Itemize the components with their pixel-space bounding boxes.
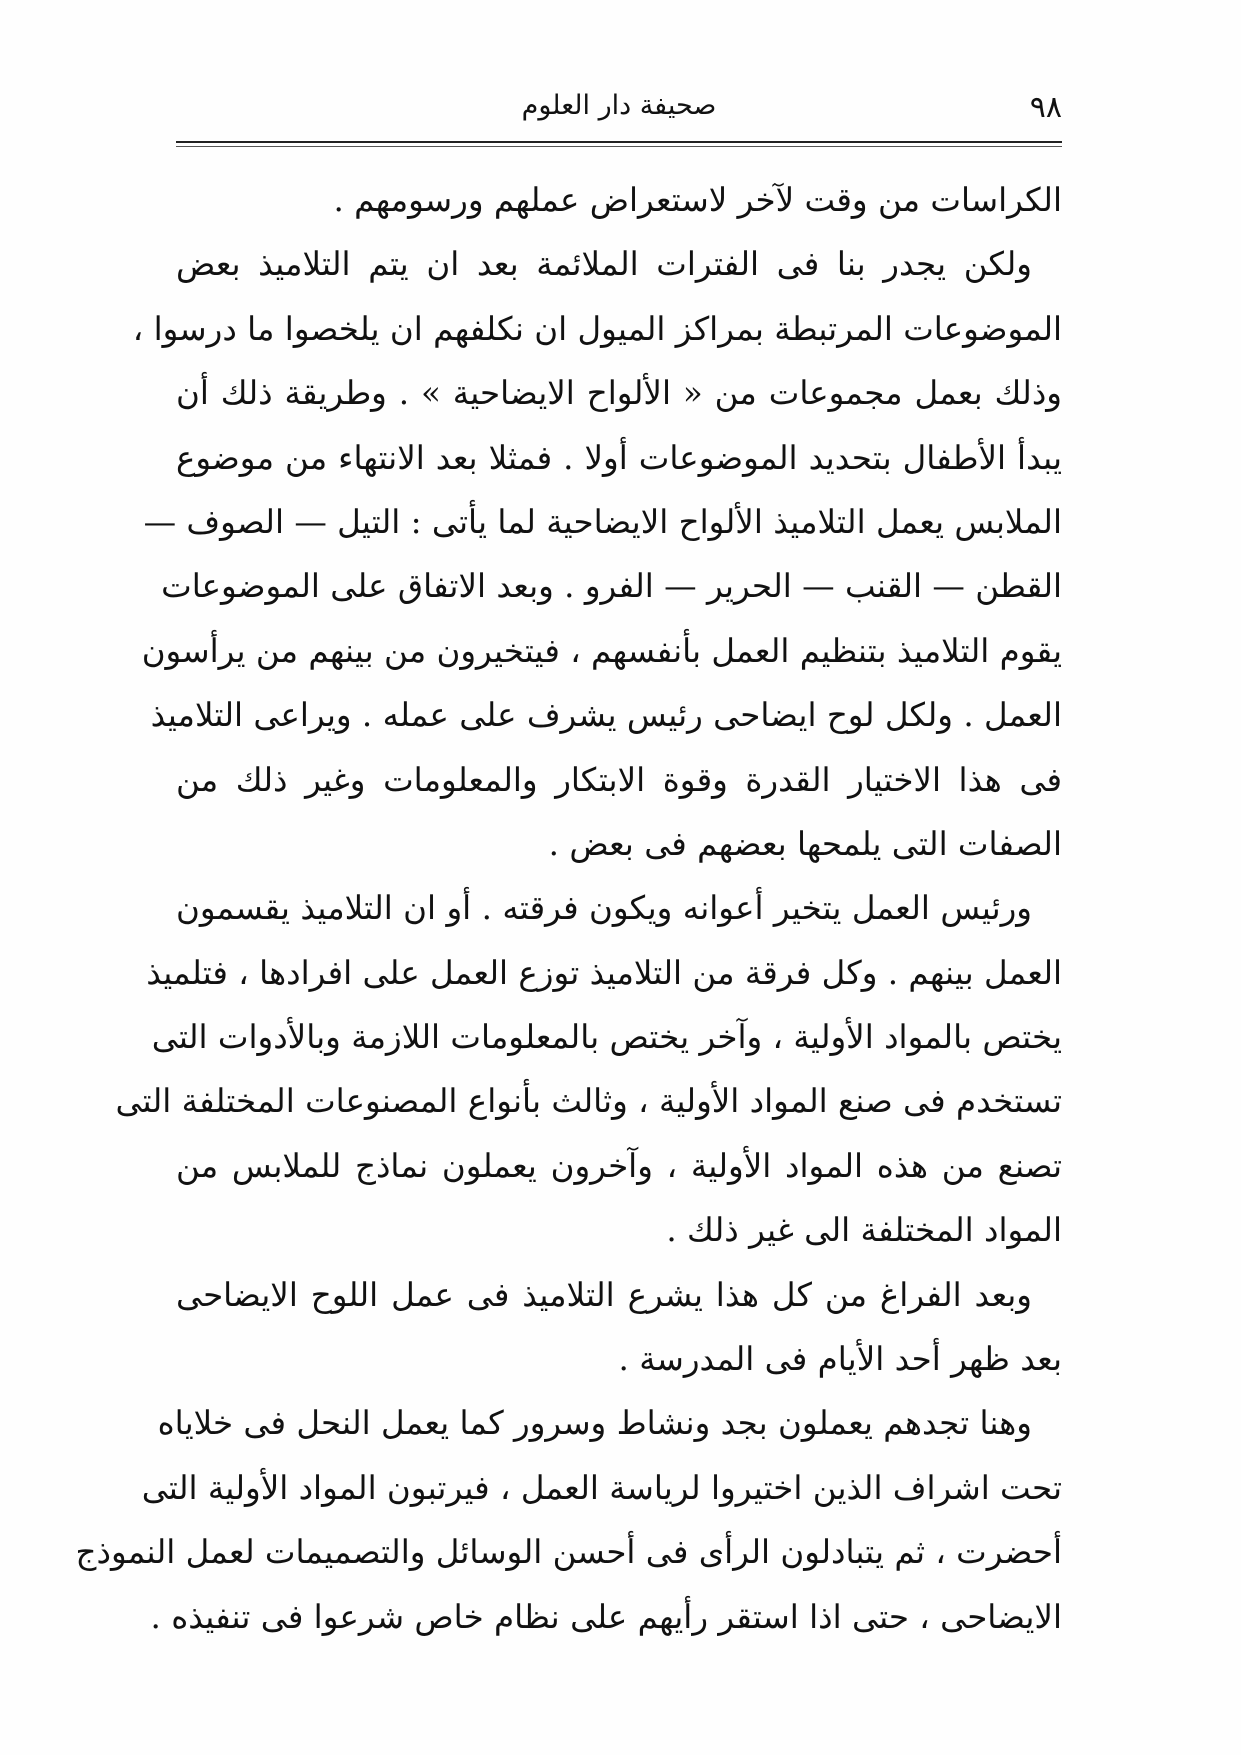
text-line: العمل بينهم . وكل فرقة من التلاميذ توزع العمل على افرادها ، فتلميذ	[146, 953, 1062, 992]
text-line: تحت اشراف الذين اختيروا لرياسة العمل ، فيرتبون المواد الأولية التى	[141, 1468, 1062, 1507]
page-number: ٩٨	[1029, 90, 1062, 125]
text-line: وذلك بعمل مجموعات من « الألواح الايضاحية » . وطريقة ذلك أن	[176, 374, 1062, 413]
text-line: تصنع من هذه المواد الأولية ، وآخرون يعملون نماذج للملابس من	[176, 1146, 1062, 1185]
text-line: ولكن يجدر بنا فى الفترات الملائمة بعد ان يتم التلاميذ بعض	[176, 245, 1032, 284]
text-line: ورئيس العمل يتخير أعوانه ويكون فرقته . أو ان التلاميذ يقسمون	[176, 889, 1032, 928]
text-line: يبدأ الأطفال بتحديد الموضوعات أولا . فمثلا بعد الانتهاء من موضوع	[176, 438, 1062, 477]
text-line: الملابس يعمل التلاميذ الألواح الايضاحية لما يأتى : التيل — الصوف —	[143, 502, 1062, 541]
text-line: الموضوعات المرتبطة بمراكز الميول ان نكلفهم ان يلخصوا ما درسوا ،	[132, 309, 1062, 348]
text-line: الكراسات من وقت لآخر لاستعراض عملهم ورسومهم .	[333, 181, 1062, 219]
text-line: يختص بالمواد الأولية ، وآخر يختص بالمعلومات اللازمة وبالأدوات التى	[151, 1018, 1062, 1057]
running-title: صحيفة دار العلوم	[521, 90, 717, 121]
text-line: يقوم التلاميذ بتنظيم العمل بأنفسهم ، فيتخيرون من بينهم من يرأسون	[141, 631, 1062, 670]
text-line: بعد ظهر أحد الأيام فى المدرسة .	[618, 1340, 1062, 1379]
text-line: وهنا تجدهم يعملون بجد ونشاط وسرور كما يعمل النحل فى خلاياه	[157, 1404, 1032, 1443]
body-text	[75, 168, 1062, 1649]
text-line: العمل . ولكل لوح ايضاحى رئيس يشرف على عمله . ويراعى التلاميذ	[150, 696, 1062, 735]
text-line: أحضرت ، ثم يتبادلون الرأى فى أحسن الوسائل والتصميمات لعمل النموذج	[75, 1533, 1062, 1572]
page-header	[176, 82, 1062, 142]
text-line: الايضاحى ، حتى اذا استقر رأيهم على نظام خاص شرعوا فى تنفيذه .	[150, 1597, 1062, 1636]
text-line: القطن — القنب — الحرير — الفرو . وبعد الاتفاق على الموضوعات	[161, 567, 1062, 606]
header-rule	[176, 141, 1062, 143]
text-line: تستخدم فى صنع المواد الأولية ، وثالث بأنواع المصنوعات المختلفة التى	[115, 1082, 1062, 1121]
text-line: المواد المختلفة الى غير ذلك .	[666, 1211, 1062, 1250]
text-line: فى هذا الاختيار القدرة وقوة الابتكار والمعلومات وغير ذلك من	[176, 760, 1062, 799]
text-line: الصفات التى يلمحها بعضهم فى بعض .	[548, 824, 1062, 863]
text-line: وبعد الفراغ من كل هذا يشرع التلاميذ فى عمل اللوح الايضاحى	[176, 1275, 1032, 1314]
